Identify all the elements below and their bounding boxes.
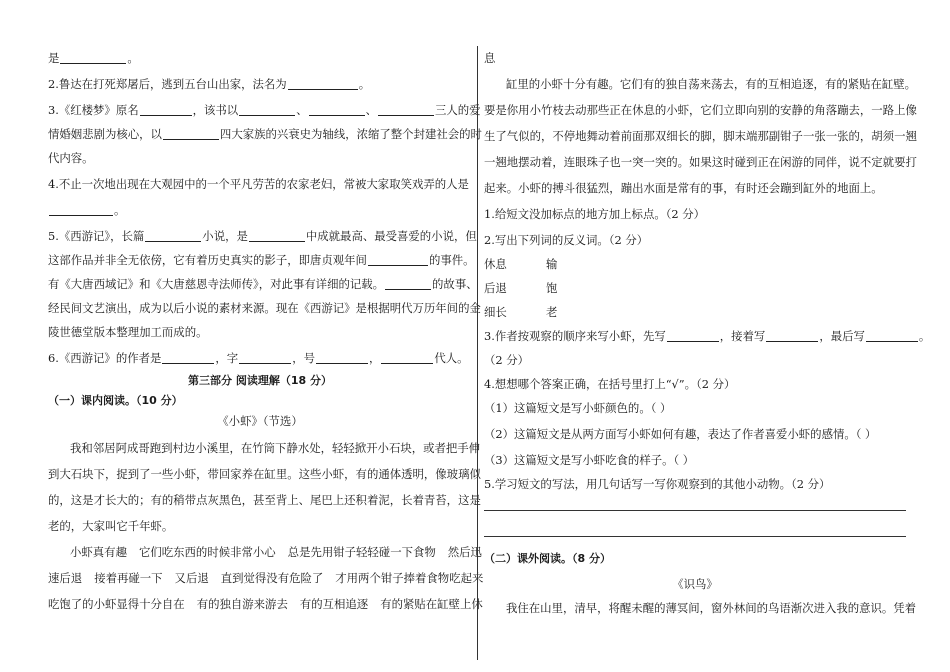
passage-line: 要是你用小竹枝去动那些正在休息的小虾，它们立即向别的安静的角落蹦去，一路上像	[484, 103, 917, 117]
reading-question-2: 2.写出下列词的反义词。（2 分）	[484, 233, 649, 247]
question-5-line2: 这部作品并非全无依傍，它有着历史真实的影子，即唐贞观年间 的事件。	[48, 253, 475, 267]
antonym-row: 后退 饱	[484, 281, 558, 295]
passage-line: 到大石块下，捉到了一些小虾，带回家养在缸里。这些小虾，有的通体透明，像玻璃似	[48, 467, 481, 481]
blank[interactable]	[162, 351, 214, 364]
blank[interactable]	[381, 351, 433, 364]
option-3[interactable]: （3）这篇短文是写小虾吃食的样子。（ ）	[484, 453, 695, 467]
question-5-line3: 有《大唐西域记》和《大唐慈恩寺法师传》，对此事有详细的记载。 的故事、	[48, 277, 478, 291]
blank[interactable]	[239, 351, 291, 364]
blank[interactable]	[239, 103, 295, 116]
question-5-line4: 经民间文艺演出，成为以后小说的素材来源。现在《西游记》是根据明代万历年间的金	[48, 301, 481, 315]
blank[interactable]	[288, 77, 358, 90]
reading-question-1: 1.给短文没加标点的地方加上标点。（2 分）	[484, 207, 706, 221]
part2-heading: （二）课外阅读。（8 分）	[484, 552, 611, 565]
blank[interactable]	[309, 103, 365, 116]
blank[interactable]	[249, 229, 305, 242]
option-2[interactable]: （2）这篇短文是从两方面写小虾如何有趣，表达了作者喜爱小虾的感情。（ ）	[484, 427, 877, 441]
passage2-title: 《识鸟》	[672, 577, 718, 591]
reading-question-3-score: （2 分）	[484, 353, 530, 367]
question-4-line2: 。	[48, 202, 125, 218]
option-1[interactable]: （1）这篇短文是写小虾颜色的。（ ）	[484, 401, 672, 415]
section-title: 第三部分 阅读理解（18 分）	[188, 374, 332, 387]
question-5-line1: 5.《西游记》，长篇 小说，是 中成就最高、最受喜爱的小说，但	[48, 229, 477, 243]
question-4-line1: 4.不止一次地出现在大观园中的一个平凡劳苦的农家老妇，常被大家取笑戏弄的人是	[48, 177, 469, 191]
question-5-line5: 陵世德堂版本整理加工而成的。	[48, 325, 208, 339]
question-6: 6.《西游记》的作者是 ，字 ，号 ， 代人。	[48, 351, 469, 365]
answer-line[interactable]	[484, 536, 906, 537]
passage-line-unpunctuated: 吃饱了的小虾显得十分自在 有的独自游来游去 有的互相追逐 有的紧贴在缸壁上休	[48, 597, 483, 611]
antonym-row: 细长 老	[484, 305, 558, 319]
reading-question-3: 3.作者按观察的顺序来写小虾，先写 ，接着写 ，最后写 。	[484, 329, 931, 343]
answer-line[interactable]	[484, 510, 906, 511]
blank[interactable]	[378, 103, 434, 116]
blank[interactable]	[316, 351, 368, 364]
question-3-line1: 3.《红楼梦》原名 ，该书以 、 、 三人的爱	[48, 103, 481, 117]
passage-title: 《小虾》（节选）	[217, 414, 303, 428]
question-3-line3: 代内容。	[48, 151, 94, 165]
blank[interactable]	[49, 203, 113, 216]
blank[interactable]	[866, 329, 918, 342]
blank[interactable]	[140, 103, 192, 116]
blank[interactable]	[667, 329, 719, 342]
passage-line: 缸里的小虾十分有趣。它们有的独自荡来荡去，有的互相追逐，有的紧贴在缸壁。	[506, 77, 917, 91]
passage-continuation: 息	[484, 51, 496, 65]
question-3-line2: 情婚姻悲剧为核心，以 四大家族的兴衰史为轴线，浓缩了整个封建社会的时	[48, 127, 482, 141]
passage-line: 起来。小虾的搏斗很猛烈，蹦出水面是常有的事，有时还会蹦到缸外的地面上。	[484, 181, 883, 195]
blank[interactable]	[60, 51, 126, 64]
passage-line: 的，这是才长大的；有的稍带点灰黑色，甚至背上、尾巴上还积着泥，长着青苔，这是	[48, 493, 481, 507]
blank[interactable]	[766, 329, 818, 342]
blank[interactable]	[145, 229, 201, 242]
antonym-row: 休息 输	[484, 257, 558, 271]
blank[interactable]	[163, 127, 219, 140]
blank[interactable]	[368, 253, 428, 266]
passage-line: 一翘地摆动着，连眼珠子也一突一突的。如果这时碰到正在闲游的同伴，说不定就要打	[484, 155, 917, 169]
reading-question-5: 5.学习短文的写法，用几句话写一写你观察到的其他小动物。（2 分）	[484, 477, 831, 491]
column-divider	[477, 46, 478, 660]
passage-line: 老的，大家叫它千年虾。	[48, 519, 174, 533]
question-2: 2.鲁达在打死郑屠后，逃到五台山出家，法名为 。	[48, 77, 371, 91]
passage-line-unpunctuated: 速后退 接着再碰一下 又后退 直到觉得没有危险了 才用两个钳子捧着食物吃起来	[48, 571, 484, 585]
q1-continuation: 是 。	[48, 51, 139, 65]
passage-line: 生了气似的，不停地舞动着前面那双细长的脚，脚末端那副钳子一张一张的，胡须一翘	[484, 129, 917, 143]
blank[interactable]	[385, 277, 431, 290]
passage-line-unpunctuated: 小虾真有趣 它们吃东西的时候非常小心 总是先用钳子轻轻碰一下食物 然后迅	[70, 545, 482, 559]
passage-line: 我和邻居阿成哥跑到村边小溪里，在竹筒下静水处，轻轻掀开小石块，或者把手伸	[70, 441, 481, 455]
passage-line: 我住在山里，清早，将醒未醒的薄冥间，窗外林间的鸟语渐次进入我的意识。凭着	[506, 601, 917, 615]
reading-question-4: 4.想想哪个答案正确，在括号里打上“√”。（2 分）	[484, 377, 736, 391]
part1-heading: （一）课内阅读。（10 分）	[48, 394, 183, 407]
